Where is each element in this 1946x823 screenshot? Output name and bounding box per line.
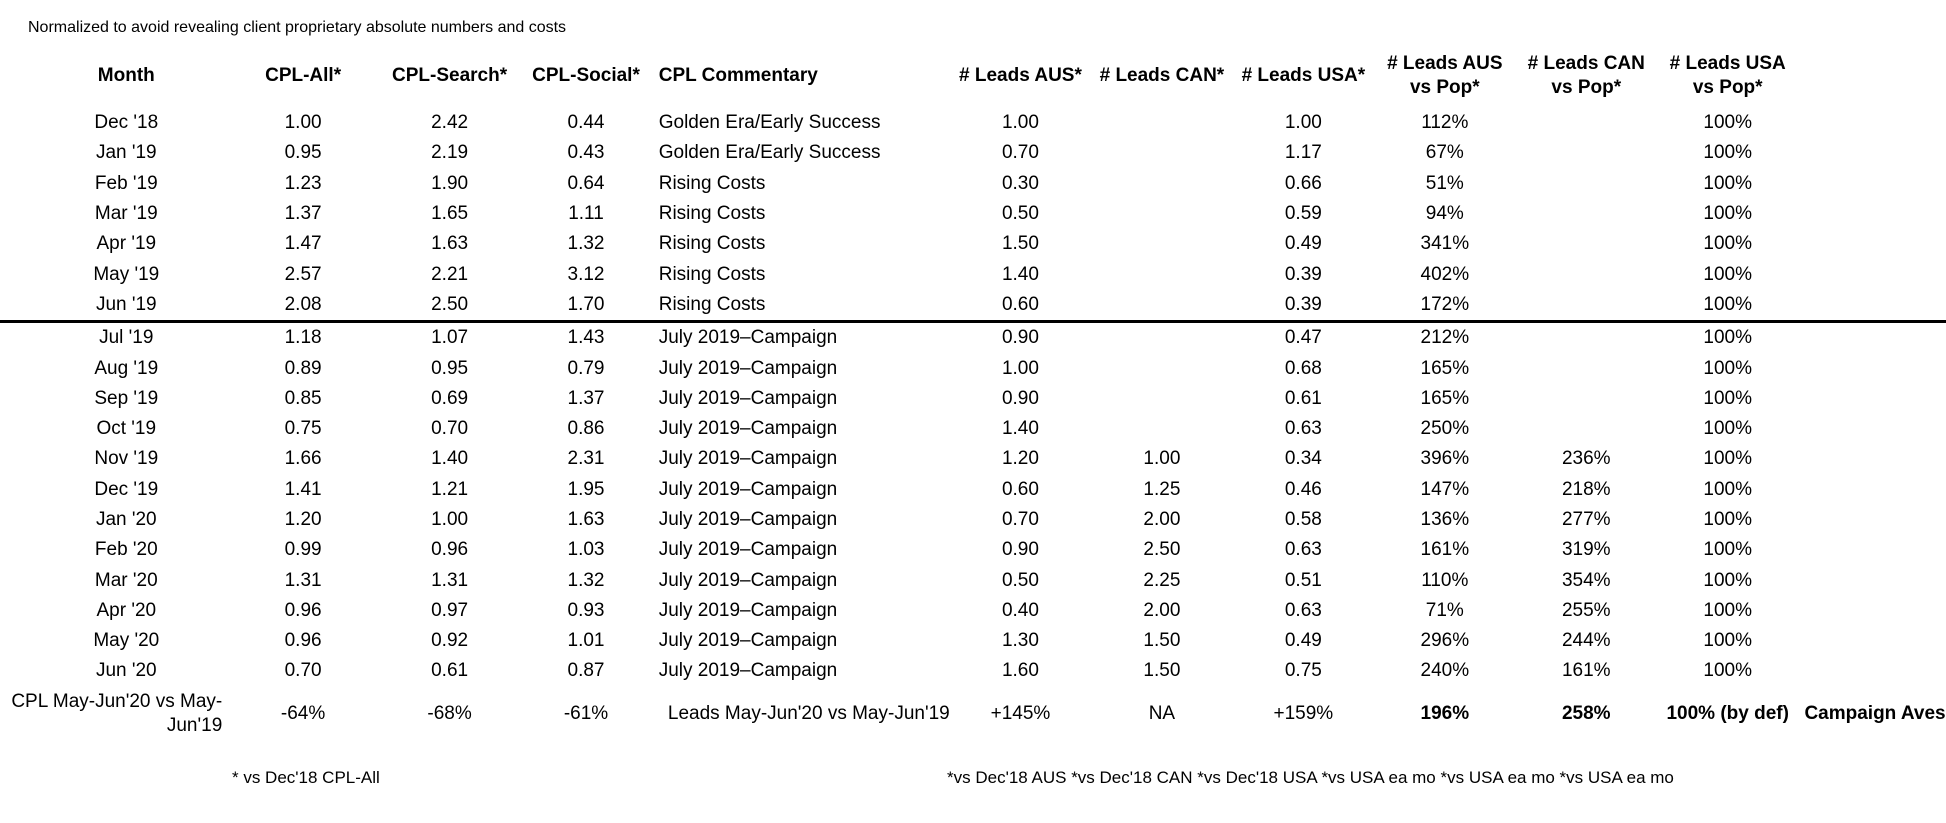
summary-aus-vs-pop: 196% [1420, 702, 1470, 724]
table-row [0, 656, 1946, 686]
cell-month: Jan '20 [95, 509, 157, 530]
cell-leads-aus: 0.90 [1001, 539, 1039, 561]
cell-leads-usa: 0.51 [1284, 569, 1322, 591]
cell-leads-can: 1.00 [1143, 448, 1181, 470]
cell-can-vs-pop [1516, 414, 1657, 444]
cell-usa-vs-pop: 100% [1703, 509, 1753, 530]
summary-leads-aus: +145% [990, 702, 1051, 724]
cell-leads-usa: 0.63 [1284, 599, 1322, 621]
cell-month: Mar '20 [94, 569, 158, 591]
cell-cpl-search: 1.21 [431, 478, 469, 500]
table-row [0, 505, 1946, 535]
cell-commentary: July 2019–Campaign [658, 569, 838, 591]
table-row [0, 414, 1946, 444]
table-row [0, 565, 1946, 595]
cell-leads-aus: 1.40 [1001, 263, 1039, 285]
table-row [0, 108, 1946, 138]
cell-cpl-all: 1.37 [284, 203, 322, 225]
cell-commentary: July 2019–Campaign [658, 448, 838, 470]
table-row [0, 596, 1946, 626]
cell-usa-vs-pop: 100% [1703, 478, 1753, 500]
cell-leads-aus: 0.60 [1001, 478, 1039, 500]
normalization-note: Normalized to avoid revealing client proprietary absolute numbers and costs [28, 19, 567, 36]
cell-month: May '19 [93, 263, 160, 285]
cell-cpl-social: 0.86 [567, 418, 605, 440]
cell-leads-aus: 0.70 [1001, 509, 1039, 530]
cell-aus-vs-pop: 172% [1420, 293, 1470, 315]
col-header-cpl-all: CPL-All* [265, 65, 342, 86]
table-row [0, 169, 1946, 199]
cell-commentary: July 2019–Campaign [658, 630, 838, 652]
cell-cpl-search: 0.96 [431, 539, 469, 561]
spacer-cell [0, 384, 30, 414]
cell-leads-aus: 0.50 [1001, 569, 1039, 591]
cell-cpl-search: 1.63 [431, 233, 469, 255]
cell-usa-vs-pop: 100% [1703, 112, 1753, 134]
empty-cell [1798, 414, 1946, 444]
cell-usa-vs-pop: 100% [1657, 322, 1798, 354]
cell-leads-aus: 1.50 [1001, 233, 1039, 255]
empty-cell [1798, 505, 1946, 535]
cell-usa-vs-pop: 100% [1703, 539, 1753, 561]
cell-month: May '20 [93, 630, 160, 652]
cell-cpl-all: 0.70 [284, 660, 322, 682]
cell-can-vs-pop [1516, 169, 1657, 199]
cell-commentary: July 2019–Campaign [658, 418, 838, 440]
cell-leads-can [1091, 414, 1232, 444]
cell-leads-usa: 0.59 [1284, 203, 1322, 225]
cell-cpl-social: 0.64 [567, 172, 605, 194]
table-row [0, 353, 1946, 383]
empty-cell [1798, 535, 1946, 565]
cell-aus-vs-pop: 341% [1420, 233, 1470, 255]
summary-leads-can: NA [1148, 702, 1176, 724]
summary-leads-label: Leads May-Jun'20 vs May-Jun'19 [667, 702, 950, 724]
cell-leads-aus: 0.90 [1001, 387, 1039, 409]
cell-cpl-search: 1.00 [431, 509, 469, 530]
cell-usa-vs-pop: 100% [1703, 630, 1753, 652]
cell-cpl-social: 0.93 [567, 599, 605, 621]
table-row [0, 322, 1946, 354]
cell-cpl-social: 1.32 [567, 569, 605, 591]
cell-commentary: July 2019–Campaign [658, 539, 838, 561]
cell-leads-usa: 0.34 [1284, 448, 1322, 470]
cell-month: Jun '20 [95, 660, 157, 682]
cell-cpl-social: 1.37 [567, 387, 605, 409]
empty-cell [1798, 290, 1946, 322]
col-header-aus-vs-pop: # Leads AUS vs Pop* [1387, 53, 1503, 98]
empty-cell [1798, 108, 1946, 138]
cell-leads-can [1091, 229, 1232, 259]
cell-cpl-social: 1.01 [567, 630, 605, 652]
cell-can-vs-pop [1516, 138, 1657, 168]
cell-cpl-all: 1.41 [284, 478, 322, 500]
cell-cpl-all: 2.57 [284, 263, 322, 285]
cell-leads-usa: 0.63 [1284, 539, 1322, 561]
table-row [0, 138, 1946, 168]
cell-cpl-all: 1.00 [284, 112, 322, 134]
cell-leads-aus: 0.70 [1001, 142, 1039, 164]
cell-commentary: July 2019–Campaign [657, 322, 950, 354]
cell-usa-vs-pop: 100% [1703, 293, 1753, 315]
cell-month: Feb '19 [94, 172, 158, 194]
cell-month: Sep '19 [94, 387, 159, 409]
cell-month: Jul '19 [30, 322, 222, 354]
cell-usa-vs-pop: 100% [1703, 660, 1753, 682]
cell-can-vs-pop: 277% [1561, 509, 1611, 530]
cell-cpl-social: 1.43 [515, 322, 656, 354]
summary-campaign-aves: Campaign Aves [1804, 702, 1946, 724]
cell-leads-usa: 0.39 [1284, 293, 1322, 315]
cell-aus-vs-pop: 71% [1425, 599, 1464, 621]
cell-leads-usa: 1.00 [1284, 112, 1322, 134]
cell-cpl-all: 0.95 [284, 142, 322, 164]
summary-usa-vs-pop: 100% (by def) [1666, 702, 1789, 724]
spacer-cell [0, 596, 30, 626]
cell-cpl-all: 0.96 [284, 630, 322, 652]
cell-aus-vs-pop: 147% [1420, 478, 1470, 500]
cell-aus-vs-pop: 67% [1425, 142, 1464, 164]
cell-can-vs-pop [1516, 259, 1657, 289]
cell-cpl-all: 2.08 [284, 293, 322, 315]
cell-cpl-all: 0.75 [284, 418, 322, 440]
cell-commentary: July 2019–Campaign [658, 357, 838, 379]
cell-can-vs-pop: 161% [1561, 660, 1611, 682]
cell-leads-usa: 0.47 [1233, 322, 1374, 354]
spacer-cell [0, 259, 30, 289]
cell-month: Mar '19 [94, 203, 158, 225]
cell-cpl-social: 1.32 [567, 233, 605, 255]
cell-month: Aug '19 [94, 357, 159, 379]
cell-can-vs-pop: 354% [1561, 569, 1611, 591]
spacer-cell [0, 475, 30, 505]
cell-cpl-search: 0.70 [431, 418, 469, 440]
cell-cpl-search: 2.21 [431, 263, 469, 285]
cell-cpl-all: 1.20 [284, 509, 322, 530]
table-row [0, 475, 1946, 505]
footnote-cpl: * vs Dec'18 CPL-All [232, 768, 380, 787]
spacer-cell [0, 169, 30, 199]
cell-leads-aus: 1.60 [1001, 660, 1039, 682]
cell-leads-can [1091, 138, 1232, 168]
col-header-usa-vs-pop: # Leads USA vs Pop* [1669, 53, 1786, 98]
cell-leads-aus: 1.00 [1001, 112, 1039, 134]
cell-aus-vs-pop: 112% [1421, 112, 1469, 134]
spacer-cell [0, 414, 30, 444]
cell-cpl-all: 0.89 [284, 357, 322, 379]
cpl-leads-table [0, 44, 1946, 741]
cell-can-vs-pop [1516, 384, 1657, 414]
cell-aus-vs-pop: 250% [1420, 418, 1470, 440]
cell-aus-vs-pop: 161% [1420, 539, 1470, 561]
empty-cell [1798, 259, 1946, 289]
cell-commentary: Rising Costs [658, 263, 766, 285]
spacer-cell [0, 108, 30, 138]
empty-cell [1798, 626, 1946, 656]
col-header-extra [1798, 44, 1946, 108]
cell-commentary: Rising Costs [658, 233, 766, 255]
col-header-cpl-search: CPL-Search* [392, 65, 508, 86]
cell-usa-vs-pop: 100% [1703, 142, 1753, 164]
cell-cpl-social: 0.43 [567, 142, 605, 164]
cell-leads-aus: 1.20 [1001, 448, 1039, 470]
empty-cell [1798, 199, 1946, 229]
cell-month: Jun '19 [95, 293, 157, 315]
cell-leads-aus: 0.60 [1001, 293, 1039, 315]
cell-commentary: Rising Costs [658, 172, 766, 194]
cell-cpl-all: 1.18 [222, 322, 384, 354]
cell-aus-vs-pop: 165% [1420, 357, 1470, 379]
cell-month: Jan '19 [95, 142, 157, 164]
spacer-cell [0, 229, 30, 259]
cell-aus-vs-pop: 51% [1425, 172, 1464, 194]
cell-usa-vs-pop: 100% [1703, 599, 1753, 621]
table-row [0, 259, 1946, 289]
spacer-cell [0, 535, 30, 565]
cell-commentary: July 2019–Campaign [658, 387, 838, 409]
cell-leads-aus: 1.30 [1001, 630, 1039, 652]
cell-month: Oct '19 [96, 418, 157, 440]
cell-leads-usa: 0.66 [1284, 172, 1322, 194]
cell-can-vs-pop: 319% [1561, 539, 1611, 561]
spacer-cell [0, 444, 30, 474]
cell-commentary: Rising Costs [658, 293, 766, 315]
cell-leads-can: 2.00 [1143, 509, 1181, 530]
cell-can-vs-pop: 244% [1561, 630, 1611, 652]
spacer-cell [0, 626, 30, 656]
cell-cpl-social: 3.12 [567, 263, 605, 285]
cell-usa-vs-pop: 100% [1703, 233, 1753, 255]
cell-commentary: July 2019–Campaign [658, 599, 838, 621]
cell-cpl-social: 1.63 [567, 509, 605, 530]
cell-leads-can [1091, 169, 1232, 199]
cell-usa-vs-pop: 100% [1703, 203, 1753, 225]
cell-cpl-search: 1.90 [431, 172, 469, 194]
cell-month: Feb '20 [94, 539, 158, 561]
cell-cpl-social: 1.11 [568, 203, 604, 225]
cell-month: Dec '19 [94, 478, 159, 500]
spacer-cell [0, 138, 30, 168]
table-row [0, 444, 1946, 474]
cell-commentary: Rising Costs [658, 203, 766, 225]
cell-leads-can: 1.25 [1143, 478, 1181, 500]
table-row [0, 535, 1946, 565]
cell-cpl-all: 1.47 [284, 233, 322, 255]
cell-aus-vs-pop: 136% [1420, 509, 1470, 530]
spacer-cell [0, 565, 30, 595]
cell-leads-usa: 0.68 [1284, 357, 1322, 379]
table-row [0, 199, 1946, 229]
cell-aus-vs-pop: 212% [1374, 322, 1515, 354]
col-header-leads-usa: # Leads USA* [1241, 65, 1366, 86]
table-row [0, 290, 1946, 322]
cell-aus-vs-pop: 110% [1421, 569, 1469, 591]
cell-can-vs-pop [1516, 290, 1657, 322]
summary-cpl-label: CPL May-Jun'20 vs May-Jun'19 [11, 690, 223, 736]
empty-cell [1798, 138, 1946, 168]
cell-leads-usa: 0.46 [1284, 478, 1322, 500]
cell-leads-aus: 1.40 [1001, 418, 1039, 440]
cell-usa-vs-pop: 100% [1703, 172, 1753, 194]
cell-aus-vs-pop: 165% [1420, 387, 1470, 409]
cell-leads-can [1091, 199, 1232, 229]
cell-can-vs-pop [1516, 322, 1657, 354]
cell-month: Nov '19 [94, 448, 159, 470]
cell-cpl-all: 0.96 [284, 599, 322, 621]
cell-cpl-social: 1.95 [567, 478, 605, 500]
cell-leads-can [1091, 290, 1232, 322]
cell-leads-usa: 0.75 [1284, 660, 1322, 682]
cell-cpl-all: 1.66 [284, 448, 322, 470]
cell-cpl-all: 1.23 [284, 172, 322, 194]
cell-can-vs-pop: 255% [1561, 599, 1611, 621]
cell-commentary: July 2019–Campaign [658, 509, 838, 530]
empty-cell [1798, 596, 1946, 626]
cell-leads-can [1091, 108, 1232, 138]
cell-leads-aus: 1.00 [1001, 357, 1039, 379]
cell-leads-can: 1.50 [1143, 630, 1181, 652]
cell-commentary: July 2019–Campaign [658, 478, 838, 500]
cell-aus-vs-pop: 402% [1420, 263, 1470, 285]
col-header-cpl-social: CPL-Social* [532, 65, 640, 86]
cell-cpl-search: 0.61 [431, 660, 469, 682]
cell-usa-vs-pop: 100% [1703, 418, 1753, 440]
cell-cpl-all: 1.31 [284, 569, 322, 591]
empty-cell [1798, 353, 1946, 383]
cell-leads-usa: 0.39 [1284, 263, 1322, 285]
cell-leads-usa: 0.63 [1284, 418, 1322, 440]
cell-can-vs-pop: 218% [1561, 478, 1611, 500]
cell-cpl-social: 0.87 [567, 660, 605, 682]
cell-cpl-social: 0.79 [567, 357, 605, 379]
spacer-cell [0, 44, 30, 108]
summary-cpl-social: -61% [563, 702, 609, 724]
cell-leads-can: 2.00 [1143, 599, 1181, 621]
empty-cell [1798, 475, 1946, 505]
cell-cpl-social: 1.70 [567, 293, 605, 315]
spacer-cell [0, 199, 30, 229]
cell-leads-usa: 0.58 [1284, 509, 1322, 530]
col-header-leads-aus: # Leads AUS* [959, 65, 1082, 86]
cell-cpl-search: 2.42 [431, 112, 469, 134]
cell-cpl-search: 1.40 [431, 448, 469, 470]
header-row [0, 44, 1946, 108]
cell-cpl-search: 0.69 [431, 387, 469, 409]
cell-cpl-search: 1.65 [431, 203, 469, 225]
cell-cpl-social: 2.31 [567, 448, 605, 470]
cell-month: Apr '20 [96, 599, 157, 621]
cell-cpl-search: 1.31 [431, 569, 469, 591]
cell-usa-vs-pop: 100% [1703, 387, 1753, 409]
cell-leads-can: 2.25 [1143, 569, 1181, 591]
cell-usa-vs-pop: 100% [1703, 569, 1753, 591]
cell-aus-vs-pop: 396% [1420, 448, 1470, 470]
cell-usa-vs-pop: 100% [1703, 448, 1753, 470]
cell-aus-vs-pop: 296% [1420, 630, 1470, 652]
cell-usa-vs-pop: 100% [1703, 357, 1753, 379]
spacer-cell [0, 353, 30, 383]
cell-aus-vs-pop: 240% [1420, 660, 1470, 682]
cell-leads-usa: 1.17 [1284, 142, 1322, 164]
cell-cpl-all: 0.99 [284, 539, 322, 561]
cell-cpl-search: 0.95 [431, 357, 469, 379]
footnote-leads: *vs Dec'18 AUS *vs Dec'18 CAN *vs Dec'18 USA *vs USA ea mo *vs USA ea mo *vs USA ea mo [947, 768, 1674, 787]
spacer-cell [0, 322, 30, 354]
summary-row [0, 687, 1946, 741]
table-row [0, 229, 1946, 259]
cell-leads-can [1091, 322, 1232, 354]
cell-cpl-search: 2.19 [431, 142, 469, 164]
cell-leads-usa: 0.49 [1284, 630, 1322, 652]
cell-cpl-social: 1.03 [567, 539, 605, 561]
spacer-cell [0, 505, 30, 535]
cell-month: Dec '18 [94, 112, 159, 134]
summary-cpl-all: -64% [280, 702, 326, 724]
cell-leads-aus: 0.40 [1001, 599, 1039, 621]
table-row [0, 384, 1946, 414]
cell-leads-usa: 0.61 [1284, 387, 1322, 409]
cell-aus-vs-pop: 94% [1425, 203, 1464, 225]
col-header-month: Month [97, 65, 155, 86]
empty-cell [1798, 565, 1946, 595]
empty-cell [1798, 656, 1946, 686]
cell-can-vs-pop [1516, 353, 1657, 383]
summary-leads-usa: +159% [1273, 702, 1334, 724]
table-row [0, 626, 1946, 656]
cell-cpl-social: 0.44 [567, 112, 605, 134]
cell-cpl-search: 0.92 [431, 630, 469, 652]
summary-can-vs-pop: 258% [1561, 702, 1611, 724]
cell-leads-can: 1.50 [1143, 660, 1181, 682]
spacer-cell [0, 656, 30, 686]
cell-leads-aus: 0.50 [1001, 203, 1039, 225]
cell-leads-aus: 0.30 [1001, 172, 1039, 194]
cell-can-vs-pop [1516, 229, 1657, 259]
col-header-leads-can: # Leads CAN* [1099, 65, 1225, 86]
empty-cell [1798, 229, 1946, 259]
col-header-commentary: CPL Commentary [658, 65, 818, 86]
empty-cell [1798, 169, 1946, 199]
cell-cpl-search: 0.97 [431, 599, 469, 621]
cell-commentary: Golden Era/Early Success [658, 112, 881, 134]
cell-leads-can [1091, 259, 1232, 289]
empty-cell [1798, 444, 1946, 474]
cell-cpl-search: 1.07 [384, 322, 515, 354]
cell-leads-can: 2.50 [1143, 539, 1181, 561]
cell-leads-can [1091, 384, 1232, 414]
cell-commentary: Golden Era/Early Success [658, 142, 881, 164]
spacer-cell [0, 290, 30, 322]
cell-cpl-all: 0.85 [284, 387, 322, 409]
empty-cell [1798, 384, 1946, 414]
summary-cpl-search: -68% [427, 702, 472, 724]
cell-month: Apr '19 [96, 233, 157, 255]
cell-leads-can [1091, 353, 1232, 383]
cell-usa-vs-pop: 100% [1703, 263, 1753, 285]
cell-leads-aus: 0.90 [950, 322, 1091, 354]
cell-commentary: July 2019–Campaign [658, 660, 838, 682]
cell-can-vs-pop [1516, 199, 1657, 229]
empty-cell [1798, 322, 1946, 354]
col-header-can-vs-pop: # Leads CAN vs Pop* [1527, 53, 1645, 98]
cell-cpl-search: 2.50 [431, 293, 469, 315]
cell-leads-usa: 0.49 [1284, 233, 1322, 255]
cell-can-vs-pop: 236% [1561, 448, 1611, 470]
table-body [0, 108, 1946, 687]
cell-can-vs-pop [1516, 108, 1657, 138]
